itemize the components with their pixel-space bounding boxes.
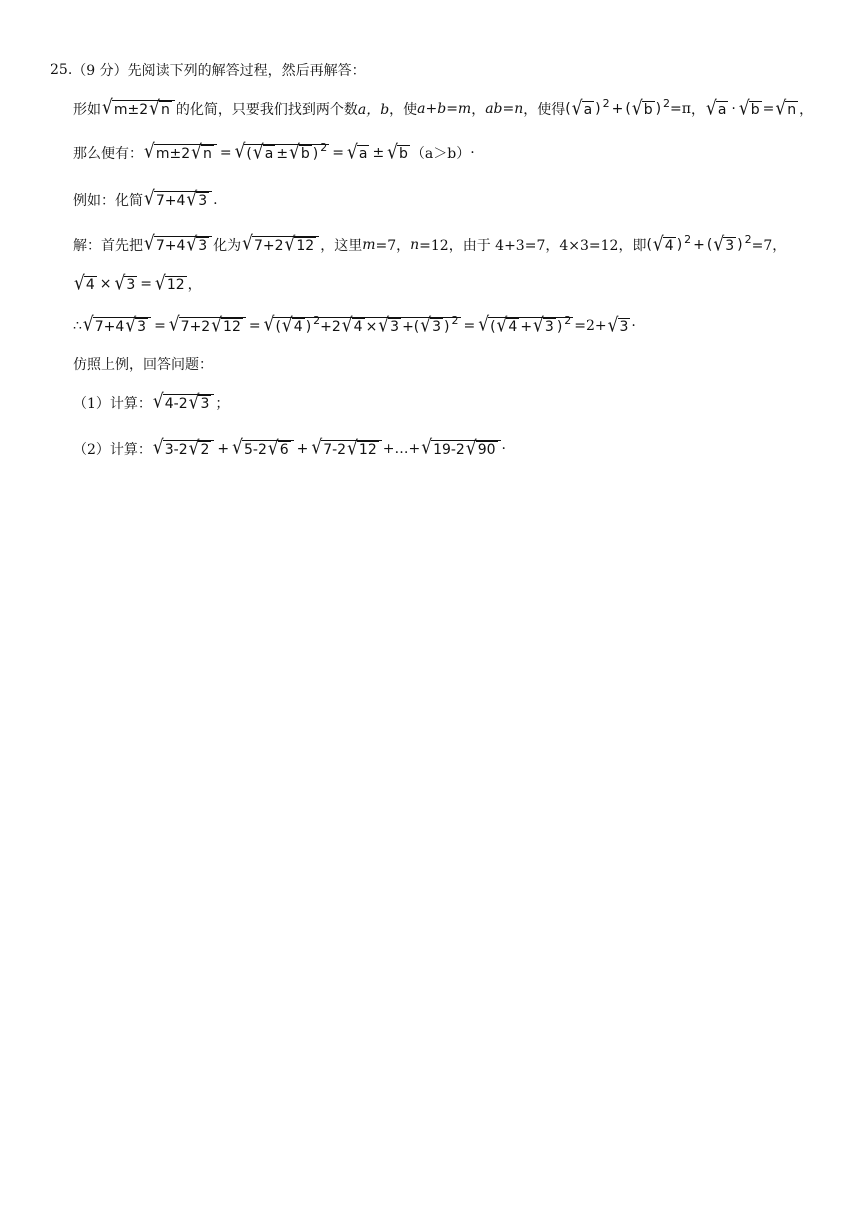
radical-sum-squared: √ ( √ a ± √ b ) 2 — [234, 140, 328, 165]
solution-line-2: √ 4 × √ 3 = √ 12 ， — [74, 271, 202, 295]
solution-line-1: 解：首先把 √ 7+4 √ 3 化为 √ 7+2 √ 12 ，这里 m =7， n =12，由于 4+3=7，4×3=12，即 ( √ 4 ) 2 + ( √ 3 ) 2 =7， — [73, 232, 787, 257]
definition-line: 形如 √ m±2 √ n 的化简，只要我们找到两个数 a，b ，使 a+b=m ， ab=n ，使得 ( √ a ) 2 + ( √ b ) 2 =π ， √ a · √ b = √ n ， — [73, 96, 814, 121]
problem-header — [50, 57, 366, 83]
expr-sqrt-b-squared: ( √ b ) 2 — [625, 96, 671, 120]
question-2-label: （2）计算： — [73, 442, 152, 458]
example-line: 例如：化简 √ 7+4 √ 3 . — [73, 187, 218, 212]
expr-sqrt-a-squared: ( √ a ) 2 — [565, 96, 610, 120]
question-1: （1）计算： √ 4-2 √ 3 ； — [73, 390, 230, 415]
formula-line: 那么便有： √ m±2 √ n = √ ( √ a ± √ b ) 2 = √ a ± √ b （a＞b） · — [73, 140, 475, 165]
instruction-line: 仿照上例，回答问题： — [73, 357, 213, 373]
question-2: （2）计算： √ 3-2 √ 2 + √ 5-2 √ 6 + √ 7-2 √ 12 +…+ √ 19-2 √ 90 · — [73, 436, 506, 461]
question-1-label: （1）计算： — [73, 396, 152, 412]
radical-expanded-square: √ ( √ 4 ) 2 +2 √ 4 × √ 3 +( √ 3 ) 2 — [263, 313, 459, 338]
solution-line-3: ∴ √ 7+4 √ 3 = √ 7+2 √ 12 = √ ( √ 4 ) 2 +2 √ 4 × √ 3 +( √ 3 ) 2 = √ ( √ 4 + √ 3 ) 2 =2+ √ 3 · — [73, 313, 636, 338]
problem-points: （9 分） — [72, 63, 128, 79]
radical-m-pm-2sqrt-n: √ m±2 √ n — [102, 100, 175, 118]
problem-number: 25. — [50, 62, 73, 78]
definition-prefix: 形如 — [73, 102, 101, 118]
problem-intro: 先阅读下列的解答过程，然后再解答： — [127, 63, 366, 79]
